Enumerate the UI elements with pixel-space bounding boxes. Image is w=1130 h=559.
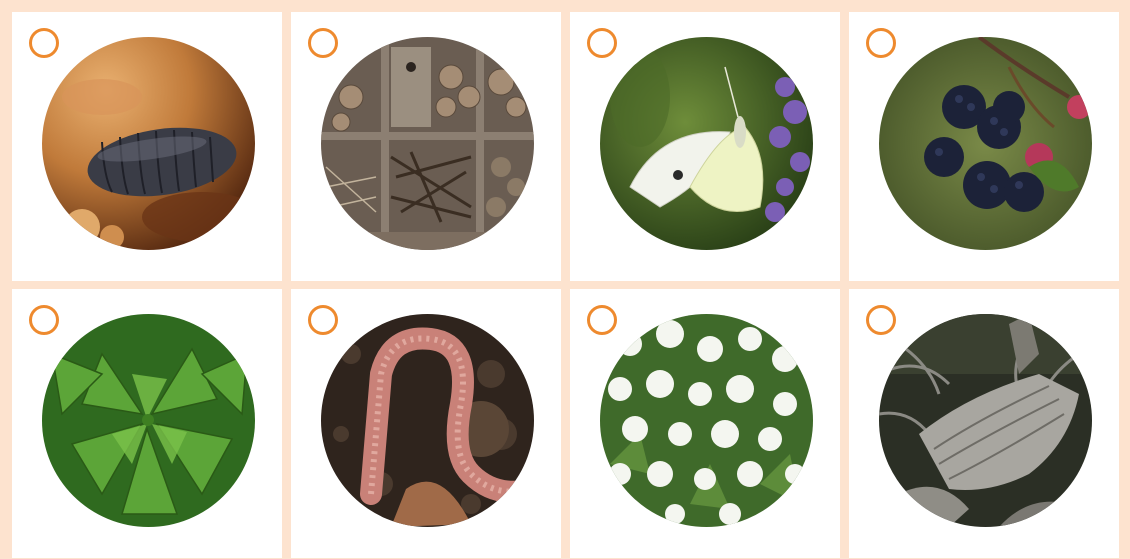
radio-button[interactable] [866, 305, 896, 335]
option-card-butterfly[interactable] [570, 12, 840, 281]
radio-button[interactable] [29, 28, 59, 58]
white-flowers-image [600, 314, 813, 527]
deadwood-image [879, 314, 1092, 527]
option-card-insect-hotel[interactable] [291, 12, 561, 281]
radio-button[interactable] [587, 305, 617, 335]
option-card-nettle[interactable] [12, 289, 282, 558]
radio-button[interactable] [308, 305, 338, 335]
earthworm-image [321, 314, 534, 527]
radio-button[interactable] [587, 28, 617, 58]
woodlouse-image [42, 37, 255, 250]
nettle-image [42, 314, 255, 527]
radio-button[interactable] [308, 28, 338, 58]
radio-button[interactable] [866, 28, 896, 58]
option-card-woodlouse[interactable] [12, 12, 282, 281]
option-card-white-flowers[interactable] [570, 289, 840, 558]
butterfly-image [600, 37, 813, 250]
insect-hotel-image [321, 37, 534, 250]
option-card-deadwood[interactable] [849, 289, 1119, 558]
blackberries-image [879, 37, 1092, 250]
option-card-earthworm[interactable] [291, 289, 561, 558]
radio-button[interactable] [29, 305, 59, 335]
option-card-blackberries[interactable] [849, 12, 1119, 281]
